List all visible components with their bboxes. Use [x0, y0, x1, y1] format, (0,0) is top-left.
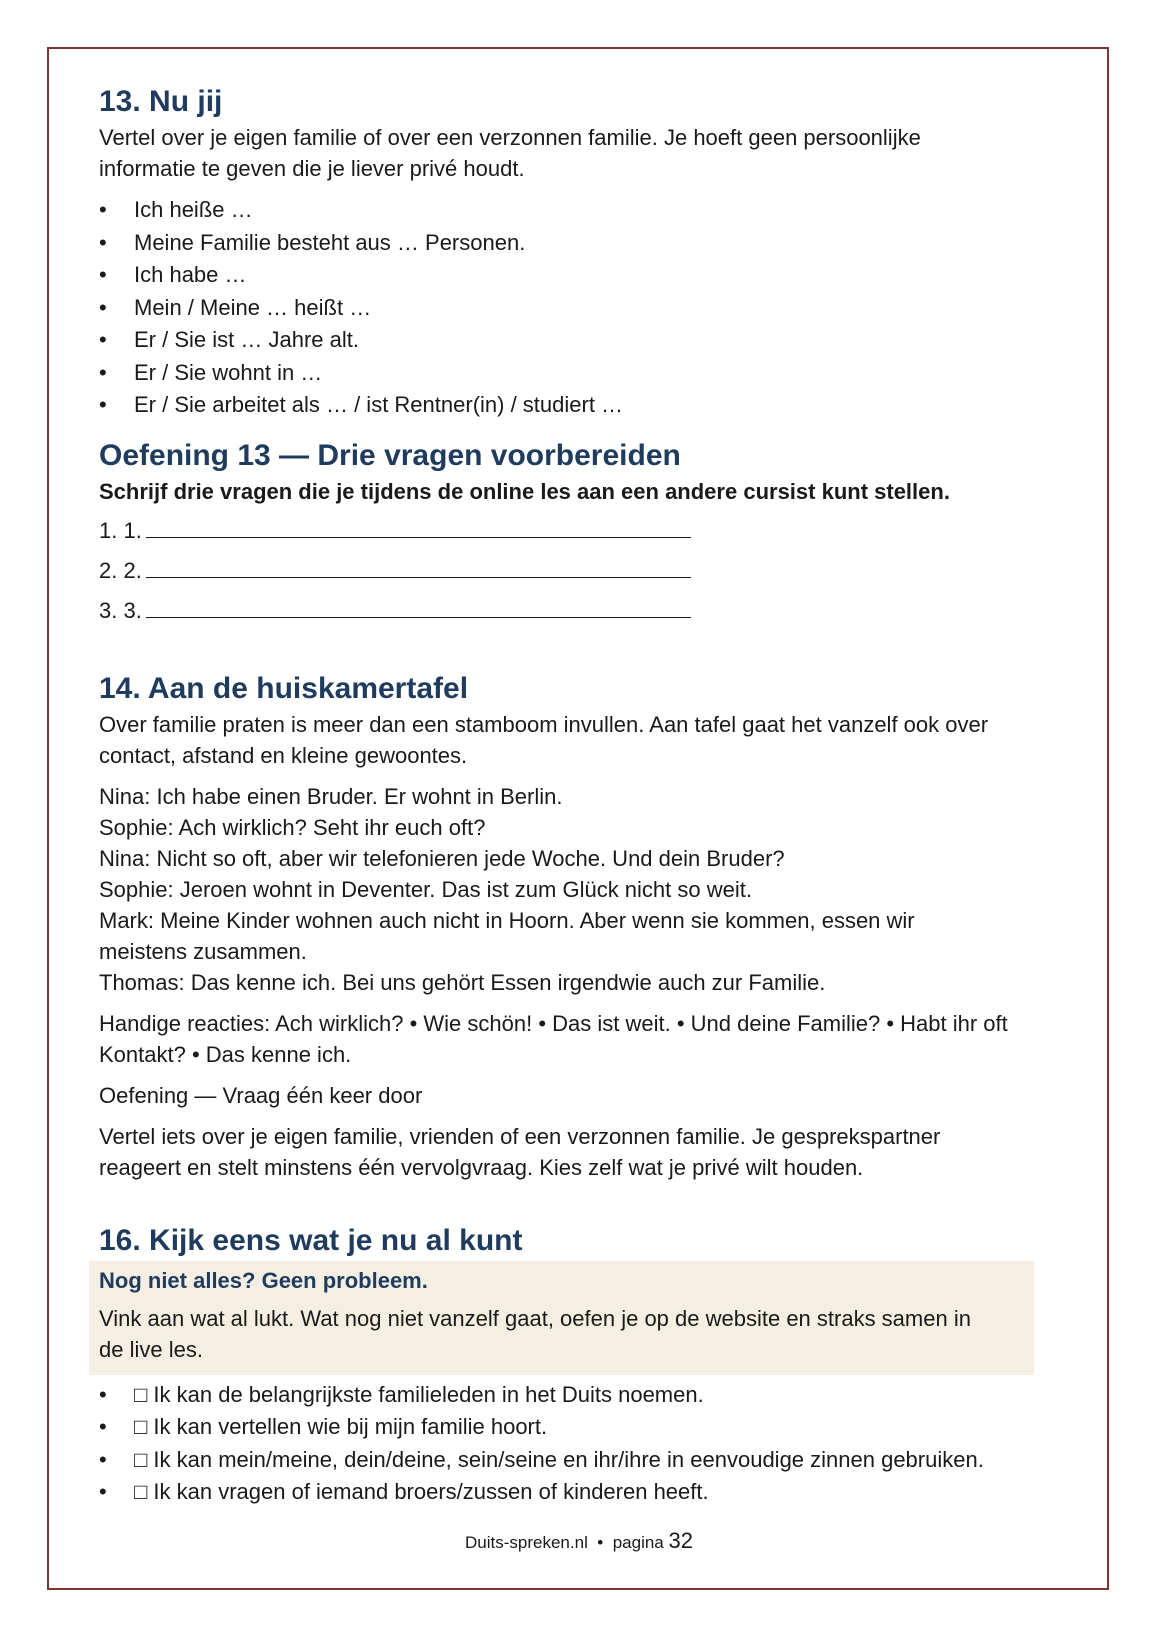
footer-separator: • — [597, 1533, 604, 1552]
dialog-line: Nina: Nicht so oft, aber wir telefonieren jede Woche. Und dein Bruder? — [99, 845, 785, 871]
answer-line-3[interactable] — [99, 591, 1059, 631]
page-content — [99, 82, 1059, 1509]
list-item: • Er / Sie ist … Jahre alt. — [99, 324, 1059, 357]
checklist-item[interactable]: • □ Ik kan mein/meine, dein/deine, sein/seine en ihr/ihre in eenvoudige zinnen gebruiken. — [99, 1444, 1059, 1477]
answer-line-label: 2. 2. — [99, 557, 142, 583]
list-item: • Ich habe … — [99, 259, 1059, 292]
dialog-line: Nina: Ich habe einen Bruder. Er wohnt in Berlin. — [99, 783, 563, 809]
section-16-title: 16. Kijk eens wat je nu al kunt — [99, 1223, 523, 1257]
answer-line-label: 3. 3. — [99, 597, 142, 623]
page-number: 32 — [668, 1528, 693, 1553]
tip-text: Vink aan wat al lukt. Wat nog niet vanzelf gaat, oefen je op de website en straks samen in de live les. — [99, 1305, 971, 1362]
section-14-title: 14. Aan de huiskamertafel — [99, 671, 469, 705]
section-13-intro: Vertel over je eigen familie of over een verzonnen familie. Je hoeft geen persoonlijke informatie te geven die je liever privé houdt. — [99, 125, 921, 181]
answer-line-blank[interactable] — [146, 555, 691, 578]
list-item: • Er / Sie arbeitet als … / ist Rentner(in) / studiert … — [99, 389, 1059, 422]
dialog-block — [99, 781, 1059, 998]
handy-reactions: Handige reacties: Ach wirklich? • Wie schön! • Das ist weit. • Und deine Familie? • Habt ihr oft Kontakt? • Das kenne ich. — [99, 1010, 1008, 1067]
dialog-line: Mark: Meine Kinder wohnen auch nicht in Hoorn. Aber wenn sie kommen, essen wir meistens zusammen. — [99, 907, 915, 964]
checklist-item[interactable]: • □ Ik kan vragen of iemand broers/zussen of kinderen heeft. — [99, 1476, 1059, 1509]
dialog-line: Sophie: Ach wirklich? Seht ihr euch oft? — [99, 814, 486, 840]
page-footer — [0, 1528, 1158, 1554]
checklist-item[interactable]: • □ Ik kan vertellen wie bij mijn familie hoort. — [99, 1411, 1059, 1444]
section-14-intro: Over familie praten is meer dan een stamboom invullen. Aan tafel gaat het vanzelf ook over contact, afstand en kleine gewoontes. — [99, 711, 989, 768]
list-item: • Mein / Meine … heißt … — [99, 292, 1059, 325]
answer-line-blank[interactable] — [146, 515, 691, 538]
exercise-text: Vertel iets over je eigen familie, vrienden of een verzonnen familie. Je gesprekspartner reageert en stelt minstens één vervolgvraag. Kies zelf wat je privé wilt houden. — [99, 1123, 941, 1180]
footer-page-label: pagina — [612, 1533, 664, 1552]
tip-box — [89, 1261, 1034, 1375]
checklist — [99, 1379, 1059, 1509]
oefening-13-instruction: Schrijf drie vragen die je tijdens de online les aan een andere cursist kunt stellen. — [99, 478, 950, 504]
answer-line-1[interactable] — [99, 511, 1059, 551]
dialog-line: Sophie: Jeroen wohnt in Deventer. Das ist zum Glück nicht so weit. — [99, 876, 752, 902]
list-item: • Meine Familie besteht aus … Personen. — [99, 227, 1059, 260]
tip-title: Nog niet alles? Geen probleem. — [99, 1267, 428, 1293]
footer-site: Duits-spreken.nl — [465, 1533, 588, 1552]
dialog-line: Thomas: Das kenne ich. Bei uns gehört Essen irgendwie auch zur Familie. — [99, 969, 826, 995]
answer-line-blank[interactable] — [146, 595, 691, 618]
section-13-title: 13. Nu jij — [99, 85, 223, 118]
oefening-13-title: Oefening 13 — Drie vragen voorbereiden — [99, 438, 681, 472]
exercise-title: Oefening — Vraag één keer door — [99, 1082, 423, 1108]
section-13-bullets — [99, 194, 1059, 422]
answer-line-2[interactable] — [99, 551, 1059, 591]
list-item: • Ich heiße … — [99, 194, 1059, 227]
list-item: • Er / Sie wohnt in … — [99, 357, 1059, 390]
answer-line-label: 1. 1. — [99, 517, 142, 543]
checklist-item[interactable]: • □ Ik kan de belangrijkste familieleden in het Duits noemen. — [99, 1379, 1059, 1412]
